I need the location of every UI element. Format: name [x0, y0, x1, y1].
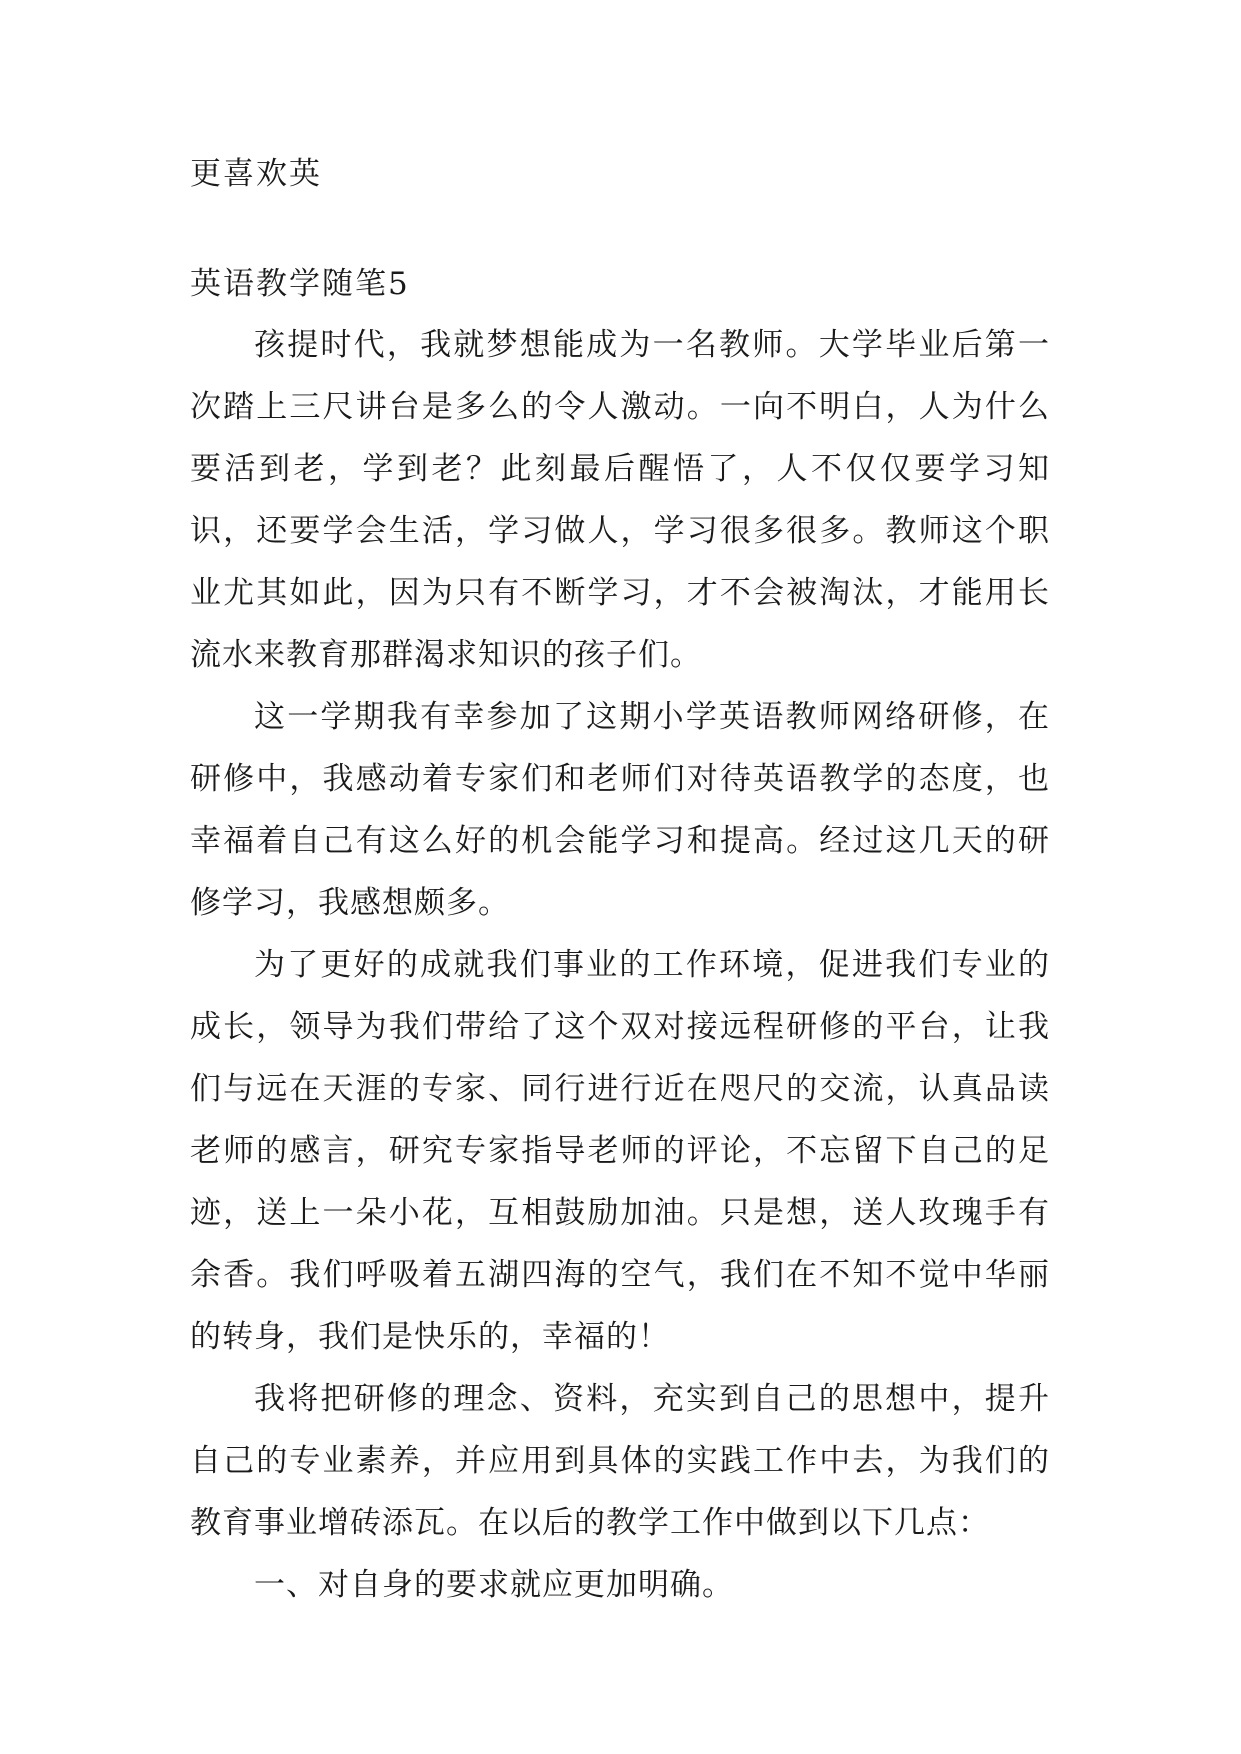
paragraph-3: 为了更好的成就我们事业的工作环境，促进我们专业的成长，领导为我们带给了这个双对接远程研修的平台，让我们与远在天涯的专家、同行进行近在咫尺的交流，认真品读老师的感言，研究专家指导老师的评论，不忘留下自己的足迹，送上一朵小花，互相鼓励加油。只是想，送人玫瑰手有余香。我们呼吸着五湖四海的空气，我们在不知不觉中华丽的转身，我们是快乐的，幸福的！	[190, 947, 1050, 1355]
paragraph-2: 这一学期我有幸参加了这期小学英语教师网络研修，在研修中，我感动着专家们和老师们对待英语教学的态度，也幸福着自己有这么好的机会能学习和提高。经过这几天的研修学习，我感想颇多。	[190, 699, 1050, 921]
section-heading: 英语教学随笔5	[190, 266, 410, 302]
paragraph-4: 我将把研修的理念、资料，充实到自己的思想中，提升自己的专业素养，并应用到具体的实践工作中去，为我们的教育事业增砖添瓦。在以后的教学工作中做到以下几点：	[190, 1381, 1050, 1541]
paragraph-5: 一、对自身的要求就应更加明确。	[254, 1567, 734, 1603]
paragraph-1: 孩提时代，我就梦想能成为一名教师。大学毕业后第一次踏上三尺讲台是多么的令人激动。一向不明白，人为什么要活到老，学到老？此刻最后醒悟了，人不仅仅要学习知识，还要学会生活，学习做人，学习很多很多。教师这个职业尤其如此，因为只有不断学习，才不会被淘汰，才能用长流水来教育那群渴求知识的孩子们。	[190, 327, 1050, 673]
continued-text-fragment: 更喜欢英	[190, 156, 322, 192]
document-body	[190, 152, 1050, 1616]
